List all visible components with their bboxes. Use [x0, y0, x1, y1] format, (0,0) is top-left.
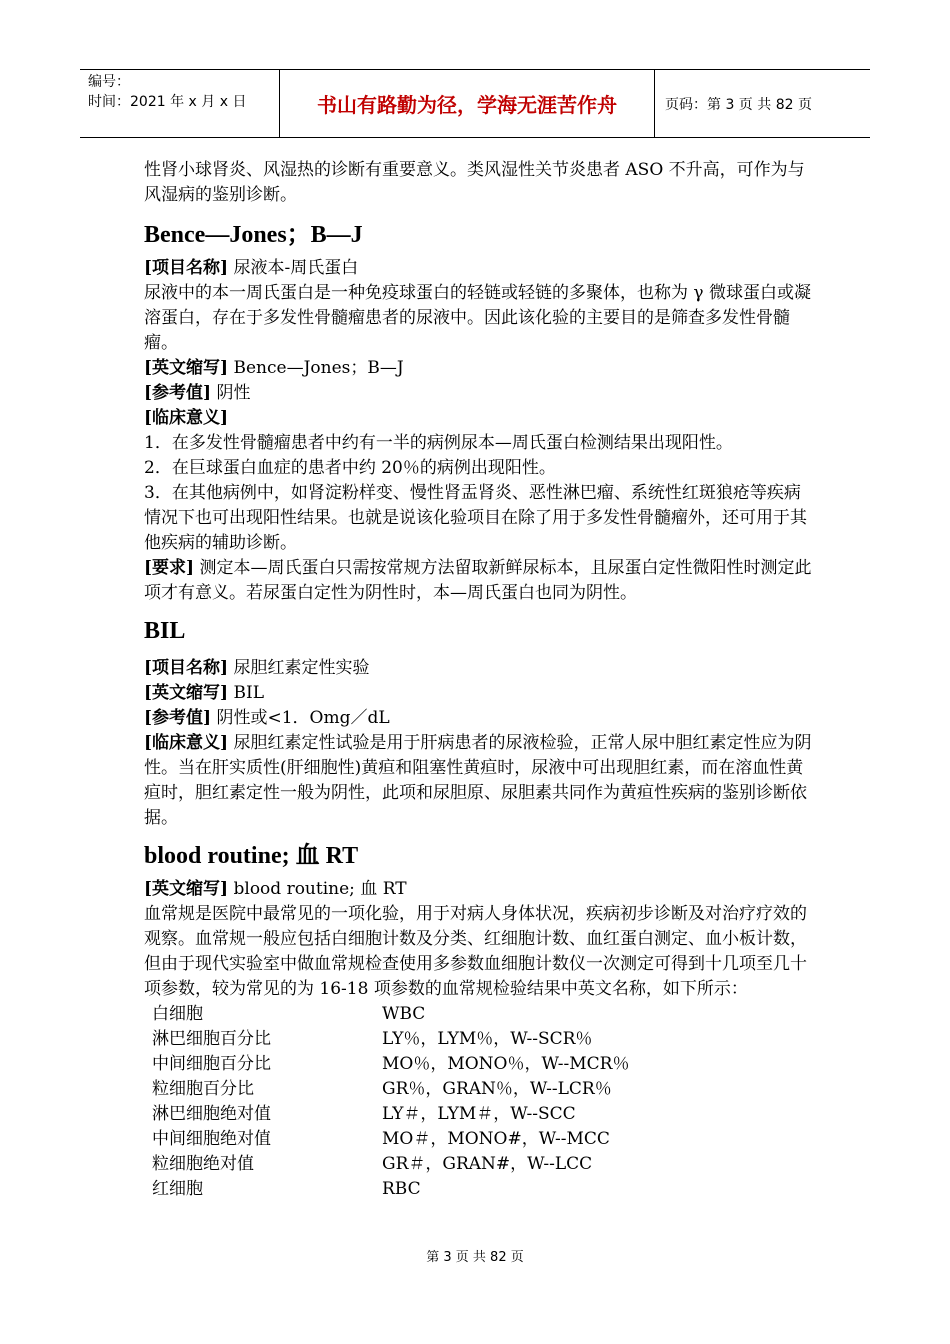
table-row: [152, 1127, 629, 1152]
table-row: [152, 1077, 629, 1102]
bence-description: 尿液中的本一周氏蛋白是一种免疫球蛋白的轻链或轻链的多聚体，也称为 γ 微球蛋白或凝溶蛋白，存在于多发性骨髓瘤患者的尿液中。因此该化验的主要目的是筛查多发性骨髓瘤。: [144, 283, 811, 353]
section-title-bence-jones: Bence—Jones；B—J: [144, 222, 363, 248]
blood-abbr-line: [144, 877, 814, 902]
field-value: blood routine; 血 RT: [228, 879, 407, 899]
table-row: [152, 1002, 629, 1027]
bence-clinical-item-3: 3．在其他病例中，如肾淀粉样变、慢性肾盂肾炎、恶性淋巴瘤、系统性红斑狼疮等疾病情况下也可出现阳性结果。也就是说该化验项目在除了用于多发性骨髓瘤外，还可用于其他疾病的辅助诊断。: [144, 483, 807, 553]
param-en: GR％，GRAN％，W--LCR％: [382, 1079, 612, 1099]
table-row: [152, 1102, 629, 1127]
bence-name-line: [144, 256, 814, 281]
blood-description: 血常规是医院中最常见的一项化验，用于对病人身体状况，疾病初步诊断及对治疗疗效的观察。血常规一般应包括白细胞计数及分类、红细胞计数、血红蛋白测定、血小板计数，但由于现代实验室中做血常规检查使用多参数血细胞计数仪一次测定可得到十几项至几十项参数，较为常见的为 16-18 项参数的血常规检验结果中英文名称，如下所示：: [144, 904, 807, 999]
header-time: 时间：2021 年 x 月 x 日: [88, 94, 247, 110]
param-en: GR＃，GRAN#，W--LCC: [382, 1154, 593, 1174]
param-en: LY＃，LYM＃，W--SCC: [382, 1104, 576, 1124]
param-cn: 红细胞: [152, 1179, 203, 1199]
field-label: [临床意义]: [144, 733, 229, 753]
field-label: [英文缩写]: [144, 683, 229, 703]
param-cn: 白细胞: [152, 1004, 203, 1024]
param-cn: 中间细胞绝对值: [152, 1129, 271, 1149]
page-footer: 第 3 页 共 82 页: [426, 1250, 524, 1265]
field-label: [英文缩写]: [144, 879, 229, 899]
bence-clinical-label: [临床意义]: [144, 408, 229, 428]
field-value: 尿胆红素定性实验: [228, 658, 370, 678]
bence-clinical-item-2: 2．在巨球蛋白血症的患者中约 20％的病例出现阳性。: [144, 458, 556, 478]
field-label: [项目名称]: [144, 258, 229, 278]
bil-name-line: [144, 656, 814, 681]
field-label: [英文缩写]: [144, 358, 229, 378]
intro-paragraph: 性肾小球肾炎、风湿热的诊断有重要意义。类风湿性关节炎患者 ASO 不升高，可作为与风湿病的鉴别诊断。: [144, 160, 805, 205]
page-header: [80, 69, 870, 138]
bence-requirement-line: [144, 556, 814, 606]
table-row: [152, 1052, 629, 1077]
table-row: [152, 1177, 629, 1202]
field-label: [参考值]: [144, 383, 212, 403]
field-value: 阴性或<1．Omg／dL: [211, 708, 390, 728]
header-motto: 书山有路勤为径，学海无涯苦作舟: [280, 70, 655, 137]
bil-abbr-line: [144, 681, 814, 706]
bence-abbr-line: [144, 356, 814, 381]
param-en: MO％，MONO％，W--MCR％: [382, 1054, 630, 1074]
field-value: 尿胆红素定性试验是用于肝病患者的尿液检验，正常人尿中胆红素定性应为阴性。当在肝实质性(肝细胞性)黄疸和阻塞性黄疸时，尿液中可出现胆红素，而在溶血性黄疸时，胆红素定性一般为阴性，此项和尿胆原、尿胆素共同作为黄疸性疾病的鉴别诊断依据。: [144, 733, 812, 828]
document-body: [144, 158, 814, 1202]
blood-params-table: [152, 1002, 629, 1202]
param-cn: 粒细胞绝对值: [152, 1154, 254, 1174]
field-value: 测定本—周氏蛋白只需按常规方法留取新鲜尿标本，且尿蛋白定性微阳性时测定此项才有意义。若尿蛋白定性为阴性时，本—周氏蛋白也同为阴性。: [144, 558, 812, 603]
field-label: [参考值]: [144, 708, 212, 728]
header-meta: [80, 70, 280, 137]
field-value: 阴性: [211, 383, 251, 403]
param-en: LY％，LYM％，W--SCR％: [382, 1029, 593, 1049]
header-page-info: 页码：第 3 页 共 82 页: [665, 96, 812, 113]
param-cn: 中间细胞百分比: [152, 1054, 271, 1074]
field-value: BIL: [228, 683, 264, 703]
table-row: [152, 1027, 629, 1052]
table-row: [152, 1152, 629, 1177]
field-value: 尿液本-周氏蛋白: [228, 258, 359, 278]
param-en: WBC: [382, 1004, 426, 1024]
bence-clinical-item-1: 1．在多发性骨髓瘤患者中约有一半的病例尿本—周氏蛋白检测结果出现阳性。: [144, 433, 733, 453]
section-title-blood-routine: blood routine; 血 RT: [144, 843, 359, 869]
field-value: Bence—Jones；B—J: [228, 358, 404, 378]
header-number: 编号：: [88, 74, 130, 90]
param-cn: 淋巴细胞百分比: [152, 1029, 271, 1049]
field-label: [要求]: [144, 558, 195, 578]
param-en: MO＃，MONO#，W--MCC: [382, 1129, 610, 1149]
bil-ref-line: [144, 706, 814, 731]
param-en: RBC: [382, 1179, 421, 1199]
field-label: [项目名称]: [144, 658, 229, 678]
bil-clinical-line: [144, 731, 814, 831]
bence-ref-line: [144, 381, 814, 406]
param-cn: 粒细胞百分比: [152, 1079, 254, 1099]
param-cn: 淋巴细胞绝对值: [152, 1104, 271, 1124]
section-title-bil: BIL: [144, 618, 186, 644]
